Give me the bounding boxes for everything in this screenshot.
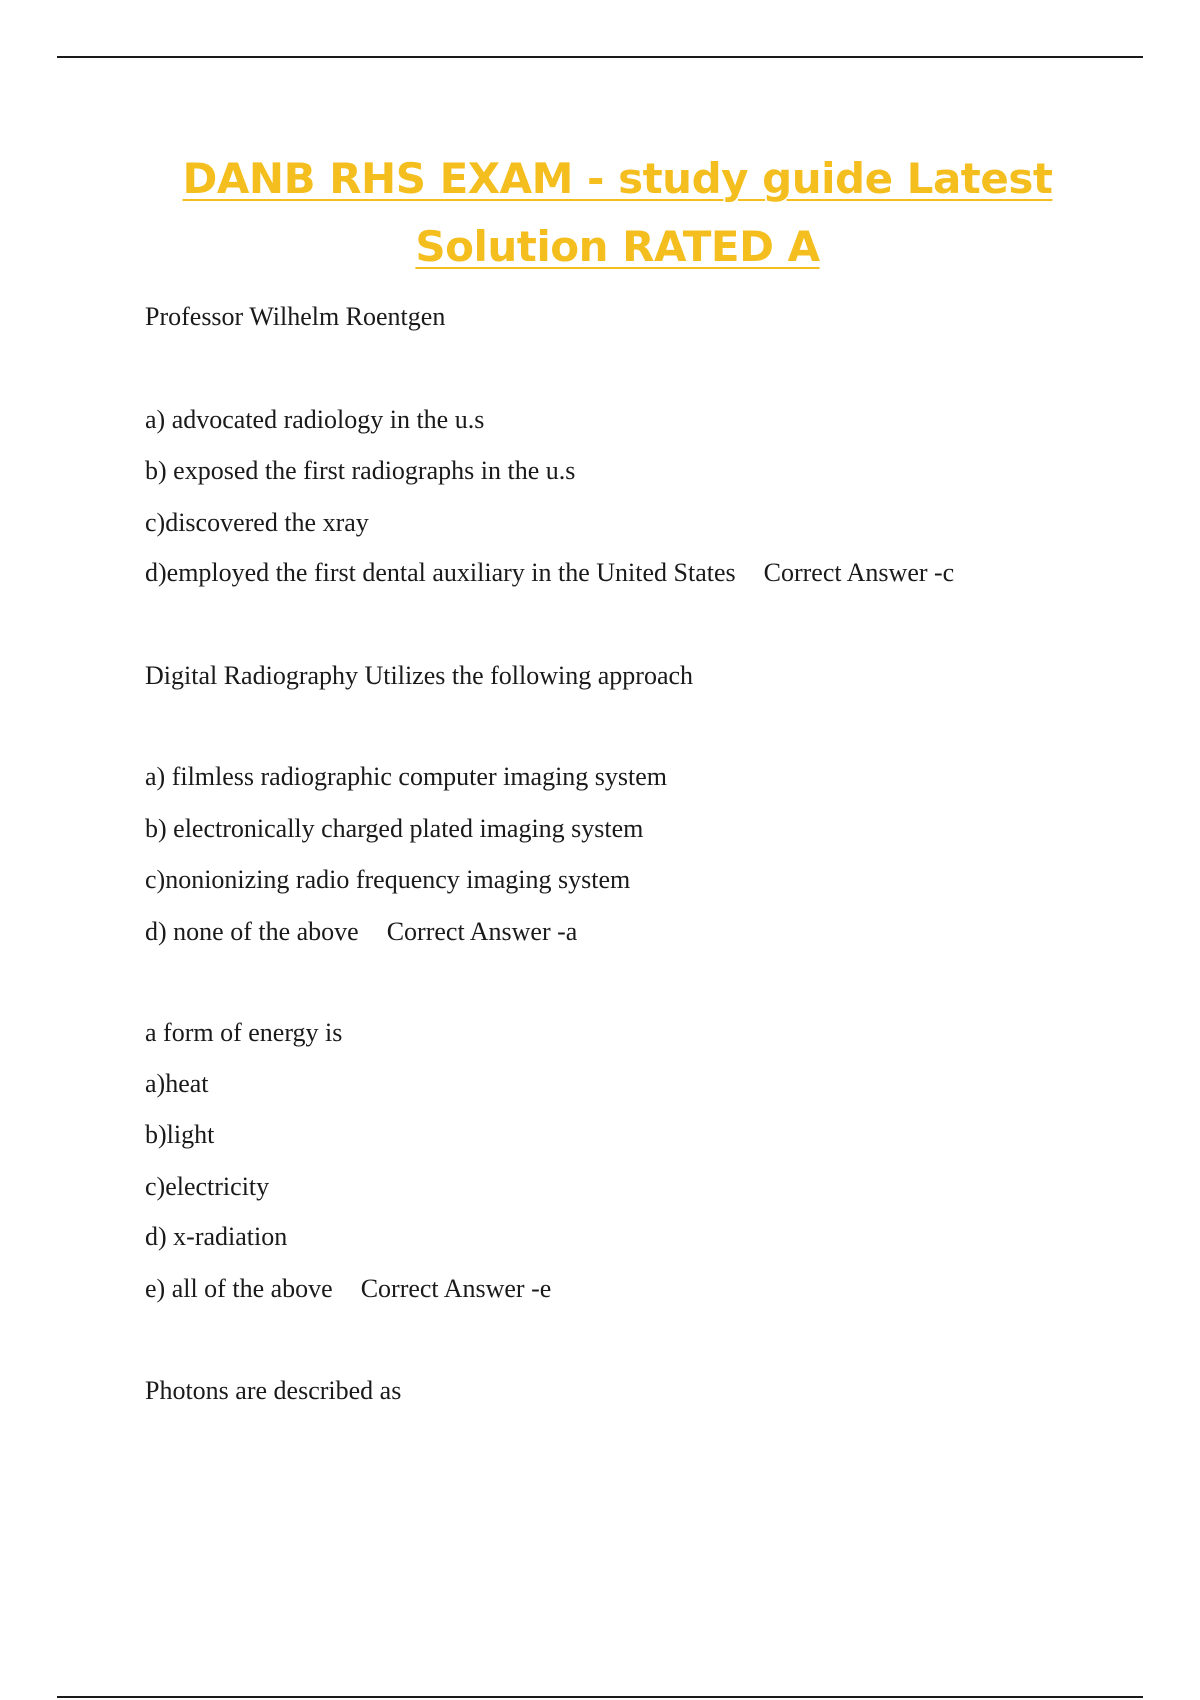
question-2-option-c: c)nonionizing radio frequency imaging system bbox=[145, 865, 631, 894]
title-line-1: DANB RHS EXAM - study guide Latest bbox=[182, 154, 1053, 203]
question-3-option-c: c)electricity bbox=[145, 1172, 270, 1201]
question-3-option-b: b)light bbox=[145, 1120, 215, 1149]
title-line-2: Solution RATED A bbox=[415, 222, 820, 271]
question-2-option-a: a) filmless radiographic computer imaging system bbox=[145, 762, 668, 791]
question-3-option-e-row bbox=[145, 1273, 551, 1305]
question-1-option-c: c)discovered the xray bbox=[145, 508, 369, 537]
question-1-answer: Correct Answer -c bbox=[763, 558, 955, 587]
question-1-option-d: d)employed the first dental auxiliary in the United States bbox=[145, 558, 736, 587]
footer-rule bbox=[57, 1696, 1143, 1698]
document-title bbox=[0, 145, 1200, 281]
question-3-option-a: a)heat bbox=[145, 1069, 209, 1098]
question-2-option-b: b) electronically charged plated imaging system bbox=[145, 814, 644, 843]
question-3-option-e: e) all of the above bbox=[145, 1274, 333, 1303]
question-4-prompt: Photons are described as bbox=[145, 1376, 402, 1405]
question-1-option-a: a) advocated radiology in the u.s bbox=[145, 405, 485, 434]
question-1-prompt: Professor Wilhelm Roentgen bbox=[145, 302, 446, 331]
question-2-prompt: Digital Radiography Utilizes the following approach bbox=[145, 661, 694, 690]
question-2-option-d-row bbox=[145, 916, 577, 948]
question-1-option-b: b) exposed the first radiographs in the u.s bbox=[145, 456, 576, 485]
question-3-answer: Correct Answer -e bbox=[360, 1274, 552, 1303]
question-3-prompt: a form of energy is bbox=[145, 1018, 343, 1047]
question-2-answer: Correct Answer -a bbox=[386, 917, 578, 946]
question-2-option-d: d) none of the above bbox=[145, 917, 359, 946]
question-3-option-d: d) x-radiation bbox=[145, 1222, 288, 1251]
header-rule bbox=[57, 56, 1143, 58]
question-1-option-d-row bbox=[145, 557, 954, 589]
